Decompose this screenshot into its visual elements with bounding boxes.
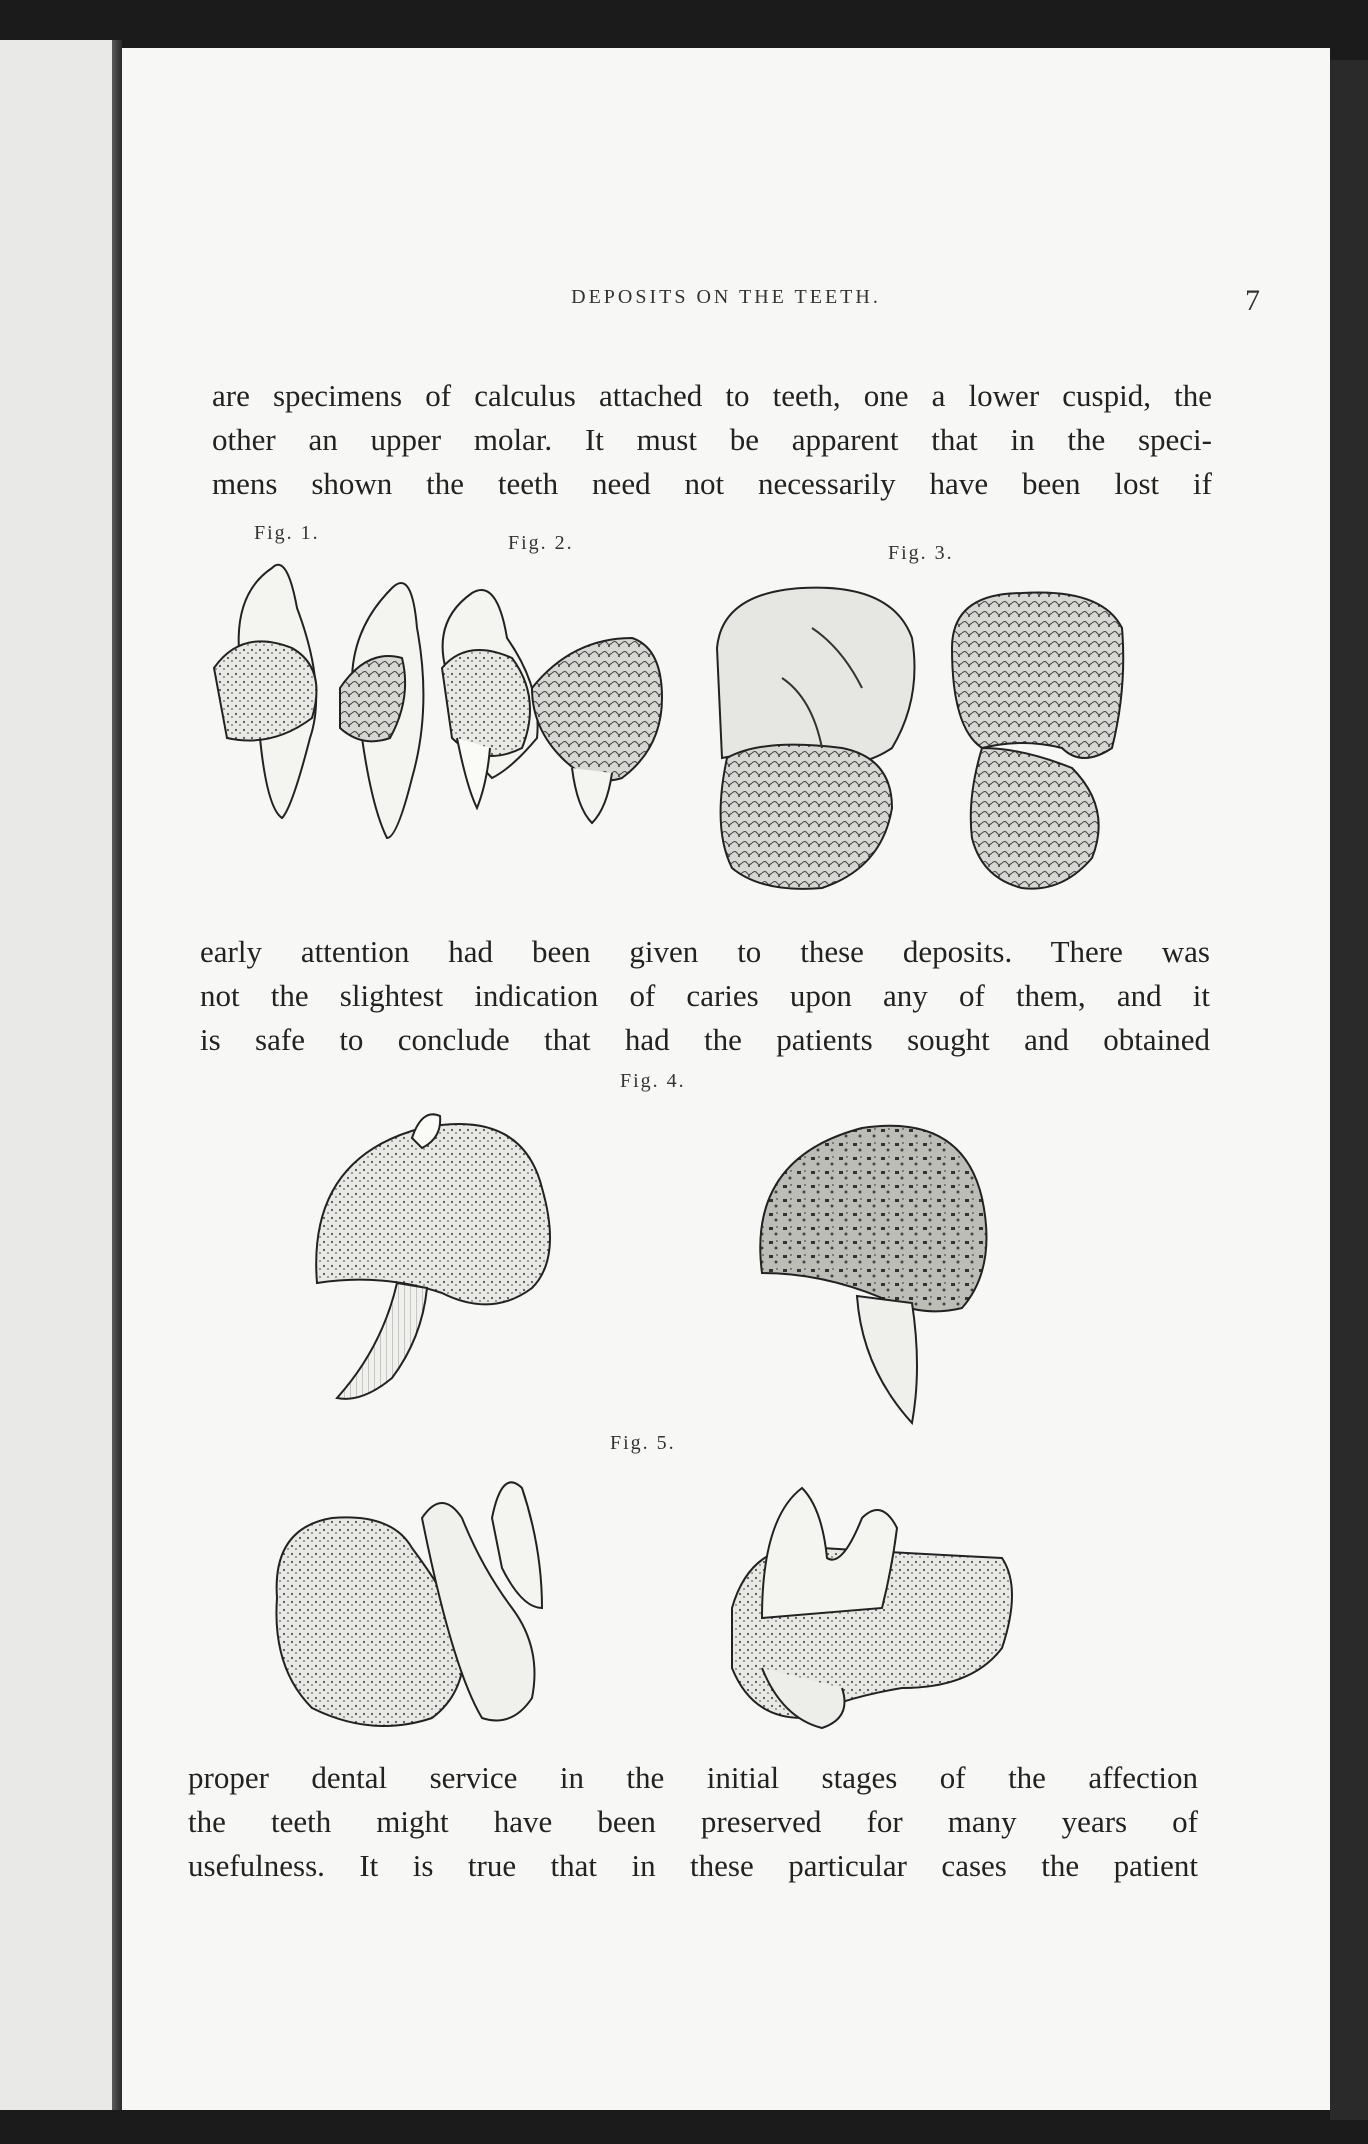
fig-4-caption: Fig. 4.	[620, 1070, 686, 1092]
text-line: not the slightest indication of caries upon any of them, and it	[200, 978, 1210, 1013]
text-line: usefulness. It is true that in these particular cases the patient	[188, 1848, 1198, 1883]
text-line: early attention had been given to these deposits. There was	[200, 934, 1210, 969]
fig-1-tooth-b	[340, 583, 423, 838]
book-gutter	[112, 40, 122, 2110]
fig-5-molar-b	[732, 1488, 1012, 1728]
fig-4-tooth-b	[760, 1126, 986, 1423]
left-page-edge	[0, 40, 120, 2110]
text-line: the teeth might have been preserved for many years of	[188, 1804, 1198, 1839]
running-head: DEPOSITS ON THE TEETH.	[571, 286, 881, 308]
page-number: 7	[1245, 284, 1260, 317]
fig-5-caption: Fig. 5.	[610, 1432, 676, 1454]
fig-2-tooth-b	[532, 638, 662, 823]
fig-4-tooth-a	[316, 1114, 550, 1399]
paragraph-3	[188, 1756, 1198, 1888]
fig-1-tooth-a	[214, 565, 317, 818]
fig-3-caption: Fig. 3.	[888, 542, 954, 564]
fig-2-caption: Fig. 2.	[508, 532, 574, 554]
text-line: proper dental service in the initial stages of the affection	[188, 1760, 1198, 1795]
text-line: mens shown the teeth need not necessarily have been lost if	[212, 466, 1212, 501]
right-background	[1330, 60, 1368, 2120]
text-line: is safe to conclude that had the patients sought and obtained	[200, 1022, 1210, 1057]
fig-2-tooth-a	[442, 590, 538, 808]
book-page	[122, 48, 1330, 2110]
fig-3-molar-a	[717, 588, 915, 889]
text-line: other an upper molar. It must be apparent that in the speci-	[212, 422, 1212, 457]
paragraph-2	[200, 930, 1210, 1062]
fig-1-caption: Fig. 1.	[254, 522, 320, 544]
fig-3-molar-b	[952, 592, 1123, 888]
text-line: are specimens of calculus attached to teeth, one a lower cuspid, the	[212, 378, 1212, 413]
fig-5-molar-a	[276, 1482, 542, 1726]
